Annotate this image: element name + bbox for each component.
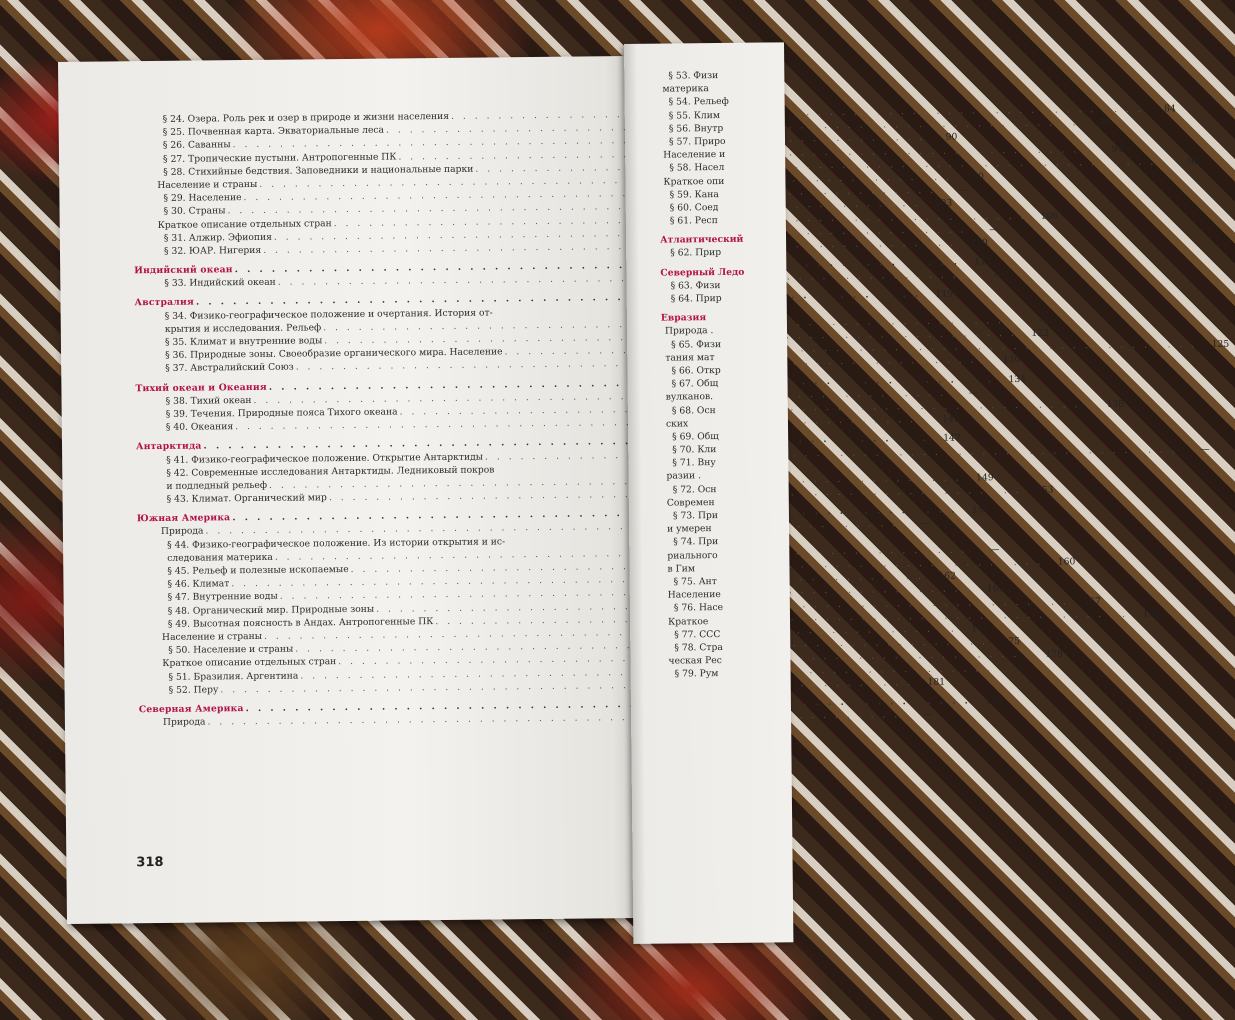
toc-entry: § 73. При <box>672 510 719 522</box>
toc-entry-title: следования материка <box>167 551 273 564</box>
toc-entry: § 65. Физи <box>671 338 722 351</box>
toc-entry-page: 130 <box>1002 354 1021 366</box>
toc-entry-page: 90 <box>945 131 958 144</box>
toc-entry-title: § 44. Физико-географическое положение. Из истории открытия и ис- <box>167 535 506 551</box>
toc-entry-title: § 41. Физико-географическое положение. Открытие Антарктиды <box>166 451 484 466</box>
toc-entry-page: 175 <box>971 623 989 635</box>
toc-entry: § 63. Физи <box>670 279 721 292</box>
toc-entry-title: § 28. Стихийные бедствия. Заповедники и национальные парки <box>163 163 474 178</box>
page-number: 318 <box>136 854 164 871</box>
toc-entry-page: 103 <box>934 197 953 210</box>
toc-entry-page: 181 <box>927 676 946 688</box>
toc-entry-title: § 50. Население и страны <box>168 643 294 657</box>
toc-entry-title: Природа <box>162 716 206 728</box>
toc-entry-page: 165 <box>986 583 1005 595</box>
toc-entry: Население и <box>663 149 726 161</box>
dot-leader <box>493 314 565 315</box>
toc-entry-title: Краткое описание отдельных стран <box>162 656 337 670</box>
toc-entry-page: 84 <box>1163 103 1176 115</box>
toc-entry-title: Южная Америка <box>136 512 231 525</box>
toc-entry: § 53. Физи <box>668 70 719 82</box>
toc-section-heading: Атлантический <box>660 234 744 246</box>
toc-entry: § 74. При <box>673 536 719 548</box>
toc-entry-title: Северная Америка <box>138 702 244 716</box>
toc-entry: Современ <box>666 496 715 509</box>
toc-entry-page: — <box>1200 443 1210 455</box>
toc-entry-page: 114 <box>974 256 992 268</box>
toc-entry-title: § 39. Течения. Природные пояса Тихого океана <box>165 406 398 420</box>
toc-entry-page: 170 <box>1142 608 1161 620</box>
toc-entry-title: § 30. Страны <box>163 205 226 218</box>
toc-entry-title: § 42. Современные исследования Антарктиды. Ледниковый покров <box>166 464 495 479</box>
toc-entry-title: крытия и исследования. Рельеф <box>164 322 322 335</box>
toc-entry-title: § 34. Физико-географическое положение и очертания. История от- <box>164 307 493 322</box>
toc-entry-title: и подледный рельеф <box>166 479 268 492</box>
toc-entry: § 61. Респ <box>669 215 718 227</box>
toc-entry-title: Природа <box>160 525 204 538</box>
toc-entry-title: Антарктида <box>135 440 202 453</box>
toc-entry: ческая Рес <box>668 655 722 667</box>
toc-entry-title: § 49. Высотная поясность в Андах. Антропогенные ПК <box>167 615 434 630</box>
toc-entry-page: 106 <box>1040 210 1059 222</box>
toc-entry: § 58. Насел <box>669 162 725 174</box>
toc-entry: риального <box>667 549 718 562</box>
toc-entry: § 76. Насе <box>673 602 724 614</box>
toc-section-heading: Северный Ледо <box>660 266 745 279</box>
toc-entry-title: Краткое описание отдельных стран <box>157 217 332 231</box>
toc-entry-page: 185 <box>985 695 1003 707</box>
toc-entry-page: — <box>922 708 933 721</box>
toc-entry-page: 142 <box>942 413 960 425</box>
toc-entry-page: 167 <box>1083 595 1101 607</box>
toc-entry-page: 125 <box>1211 338 1230 351</box>
toc-entry-page: 175 <box>1002 636 1020 648</box>
toc-entry-title: § 35. Климат и внутренние воды <box>164 335 323 348</box>
toc-entry: в Гим <box>667 563 696 575</box>
toc-entry: ских <box>665 418 689 430</box>
toc-entry: Природа . <box>664 325 714 337</box>
toc-entry-page: 162 <box>938 570 957 582</box>
toc-entry-title: § 27. Тропические пустыни. Антропогенные ПК <box>162 151 397 165</box>
right-page <box>624 42 793 944</box>
toc-entry: и умерен <box>667 523 712 535</box>
toc-entry: Краткое <box>667 615 709 628</box>
toc-entry: § 57. Приро <box>668 135 726 148</box>
toc-entry-page: 86 <box>1098 117 1111 129</box>
dot-leader <box>494 471 566 472</box>
toc-entry: § 79. Рум <box>674 668 719 680</box>
toc-entry-page: 134 <box>1008 373 1027 385</box>
toc-entry: § 71. Вну <box>672 457 716 469</box>
toc-entry: § 77. ССС <box>674 628 721 641</box>
dot-leader <box>505 543 567 544</box>
toc-entry-title: Население и страны <box>157 178 258 191</box>
toc-entry-title: § 32. ЮАР. Нигерия <box>163 244 262 257</box>
toc-entry-title: § 40. Океания <box>165 421 234 434</box>
toc-entry: § 78. Стра <box>674 641 723 654</box>
toc-entry: § 62. Прир <box>670 247 722 259</box>
toc-entry-page: — <box>920 518 931 530</box>
toc-section-heading: Евразия <box>660 312 707 324</box>
toc-entry-title: § 47. Внутренние воды <box>167 591 278 604</box>
toc-entry: Население <box>667 589 721 601</box>
toc-entry-page: — <box>990 543 1000 556</box>
toc-entry: § 54. Рельеф <box>668 96 729 108</box>
toc-entry-page: 138 <box>1106 398 1125 410</box>
toc-entry-title: § 37. Австралийский Союз <box>165 361 294 375</box>
toc-entry-title: § 45. Рельеф и полезные ископаемые <box>167 563 349 577</box>
toc-entry: § 55. Клим <box>668 109 721 122</box>
toc-entry-page: 110 <box>970 237 988 249</box>
toc-entry: § 68. Осн <box>671 404 716 417</box>
toc-entry-page: — <box>968 387 979 399</box>
toc-entry-title: Население и страны <box>161 630 263 643</box>
toc-entry-title: § 48. Органический мир. Природные зоны <box>167 603 375 617</box>
table-of-contents-continued <box>658 68 804 681</box>
toc-entry-page: 178 <box>1045 648 1064 661</box>
toc-entry-title: § 51. Бразилия. Аргентина <box>168 670 299 683</box>
toc-entry-title: § 24. Озера. Роль рек и озер в природе и жизни населения <box>162 110 450 125</box>
toc-entry-page: 160 <box>1057 556 1076 568</box>
toc-entry-page: 157 <box>971 504 990 516</box>
toc-entry: § 72. Осн <box>672 483 717 496</box>
toc-entry-page: 98 <box>1188 155 1201 167</box>
toc-entry-title: § 33. Индийский океан <box>164 276 276 290</box>
toc-entry: § 60. Соед <box>669 201 719 214</box>
toc-entry: тания мат <box>665 351 715 364</box>
toc-entry-page: — <box>1038 314 1048 326</box>
toc-entry-title: § 46. Климат <box>167 578 230 591</box>
toc-entry-title: § 36. Природные зоны. Своеобразие органического мира. Население <box>165 346 503 362</box>
toc-entry-title: § 26. Саванны <box>162 139 231 152</box>
toc-entry-page: 149 <box>976 472 994 484</box>
toc-entry: разии . <box>666 470 702 483</box>
toc-entry: материка <box>662 83 709 95</box>
toc-entry-page: 100 <box>966 171 985 183</box>
toc-entry: § 59. Кана <box>669 188 719 201</box>
toc-entry-page: 153 <box>1035 484 1054 496</box>
toc-entry-page: 122 <box>1031 327 1049 339</box>
toc-entry-title: § 52. Перу <box>168 684 219 696</box>
toc-entry: § 67. Общ <box>671 378 719 390</box>
toc-entry: § 69. Общ <box>672 430 719 443</box>
toc-entry-title: Австралия <box>134 297 195 309</box>
toc-entry-title: § 43. Климат. Органический мир <box>166 492 327 505</box>
toc-entry-page: — <box>989 223 999 235</box>
toc-entry-page: — <box>993 269 1003 281</box>
toc-entry: § 66. Откр <box>671 364 721 377</box>
toc-entry-title: § 38. Тихий океан <box>165 394 252 407</box>
toc-entry: § 75. Ант <box>673 575 717 588</box>
toc-entry: § 56. Внутр <box>668 122 724 135</box>
toc-entry: § 64. Прир <box>670 292 722 305</box>
toc-entry: Краткое опи <box>663 175 725 188</box>
toc-entry-page: — <box>958 184 969 196</box>
toc-entry: вулканов. <box>665 391 714 403</box>
toc-entry-title: § 25. Почвенная карта. Экваториальные леса <box>162 124 385 139</box>
toc-entry-title: Тихий океан и Океания <box>135 381 267 394</box>
toc-entry-page: 94 <box>1111 143 1124 155</box>
toc-entry: § 70. Кли <box>672 444 717 456</box>
toc-entry-page: 147 <box>943 432 961 445</box>
toc-entry-title: § 31. Алжир. Эфиопия <box>163 231 272 244</box>
toc-entry-title: Индийский океан <box>134 264 233 277</box>
toc-entry-page: — <box>1015 662 1026 674</box>
toc-entry-title: § 29. Население <box>163 192 242 205</box>
toc-entry-page: 119 <box>935 289 954 301</box>
